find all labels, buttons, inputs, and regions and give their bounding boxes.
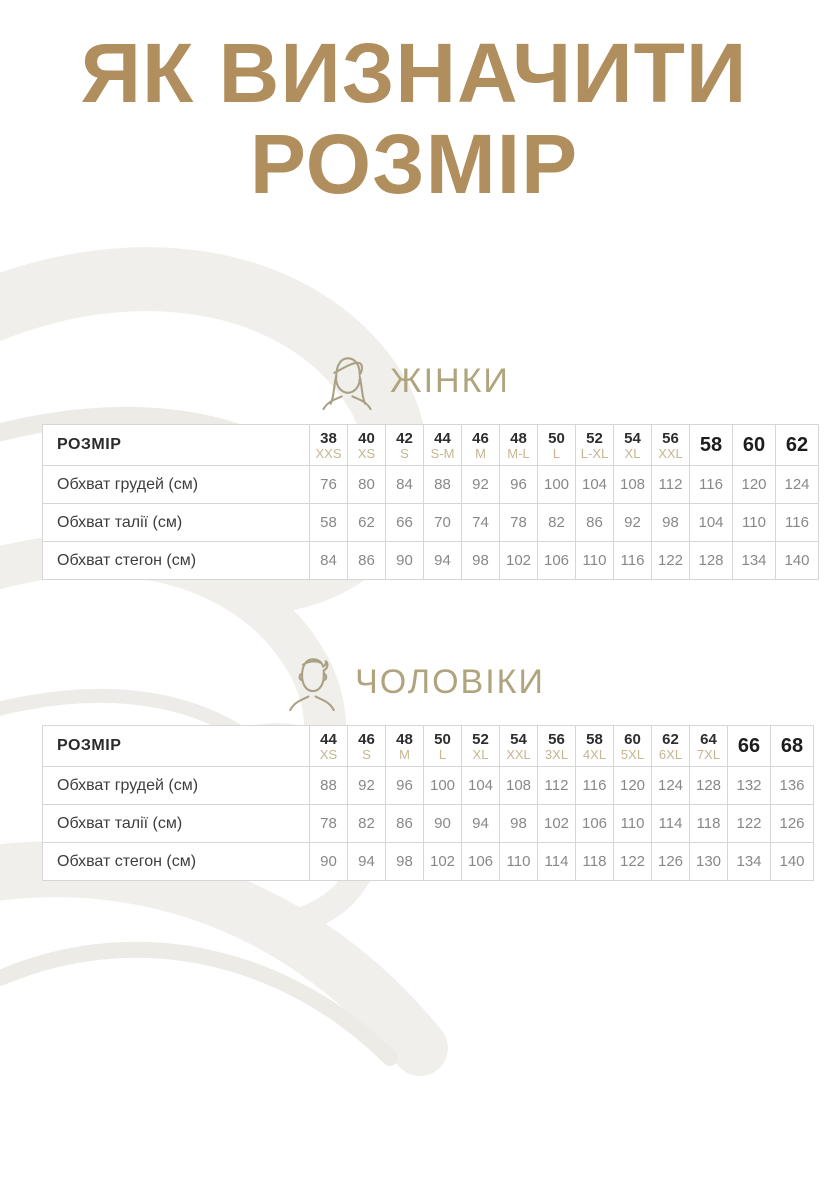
page-title-line2: РОЗМІР bbox=[249, 116, 579, 211]
size-letter: S bbox=[362, 746, 371, 762]
women-size-col-52 bbox=[576, 425, 614, 466]
page-title bbox=[0, 28, 828, 209]
men-measurement-row-0 bbox=[43, 767, 814, 805]
women-measurement-value: 108 bbox=[614, 466, 652, 504]
size-number: 56 bbox=[662, 429, 679, 447]
women-measurement-value: 92 bbox=[462, 466, 500, 504]
men-measurement-value: 102 bbox=[538, 805, 576, 843]
women-size-col-58 bbox=[690, 425, 733, 466]
size-letter: 3XL bbox=[544, 746, 569, 762]
size-number: 58 bbox=[699, 433, 723, 456]
women-measurement-value: 82 bbox=[538, 504, 576, 542]
women-size-col-54 bbox=[614, 425, 652, 466]
men-measurement-value: 96 bbox=[386, 767, 424, 805]
men-measurement-value: 92 bbox=[348, 767, 386, 805]
men-measurement-value: 120 bbox=[614, 767, 652, 805]
size-number: 42 bbox=[396, 429, 413, 447]
women-measurement-value: 88 bbox=[424, 466, 462, 504]
page-title-line1: ЯК ВИЗНАЧИТИ bbox=[80, 26, 748, 120]
women-measurement-value: 124 bbox=[776, 466, 819, 504]
women-measurement-value: 122 bbox=[652, 542, 690, 580]
men-measurement-value: 102 bbox=[424, 843, 462, 881]
women-measurement-value: 58 bbox=[310, 504, 348, 542]
women-measurement-value: 96 bbox=[500, 466, 538, 504]
men-measurement-value: 98 bbox=[386, 843, 424, 881]
men-size-col-48 bbox=[386, 726, 424, 767]
men-measurement-label: Обхват грудей (см) bbox=[43, 767, 310, 805]
size-letter: M-L bbox=[507, 445, 530, 461]
men-measurement-value: 90 bbox=[424, 805, 462, 843]
women-measurement-value: 86 bbox=[348, 542, 386, 580]
size-number: 62 bbox=[662, 730, 679, 748]
size-number: 46 bbox=[358, 730, 375, 748]
men-size-col-50 bbox=[424, 726, 462, 767]
men-measurement-value: 110 bbox=[614, 805, 652, 843]
size-number: 66 bbox=[737, 734, 761, 757]
women-measurement-value: 110 bbox=[733, 504, 776, 542]
women-measurement-value: 116 bbox=[690, 466, 733, 504]
size-letter: XS bbox=[319, 746, 338, 762]
women-measurement-value: 78 bbox=[500, 504, 538, 542]
size-letter: XL bbox=[624, 445, 641, 461]
women-size-col-50 bbox=[538, 425, 576, 466]
women-measurement-value: 110 bbox=[576, 542, 614, 580]
men-measurement-value: 126 bbox=[652, 843, 690, 881]
size-letter: XL bbox=[472, 746, 489, 762]
men-measurement-value: 132 bbox=[728, 767, 771, 805]
size-number: 52 bbox=[472, 730, 489, 748]
women-size-col-42 bbox=[386, 425, 424, 466]
men-measurement-value: 130 bbox=[690, 843, 728, 881]
women-measurement-value: 94 bbox=[424, 542, 462, 580]
women-table-header-row bbox=[43, 425, 819, 466]
men-size-col-62 bbox=[652, 726, 690, 767]
women-measurement-value: 66 bbox=[386, 504, 424, 542]
men-measurement-value: 106 bbox=[462, 843, 500, 881]
women-measurement-value: 116 bbox=[776, 504, 819, 542]
men-measurement-value: 88 bbox=[310, 767, 348, 805]
men-measurement-value: 134 bbox=[728, 843, 771, 881]
men-section-header bbox=[0, 652, 828, 712]
size-number: 50 bbox=[434, 730, 451, 748]
size-letter: 7XL bbox=[696, 746, 721, 762]
size-number: 46 bbox=[472, 429, 489, 447]
size-number: 54 bbox=[510, 730, 527, 748]
size-number: 38 bbox=[320, 429, 337, 447]
women-measurement-row-1 bbox=[43, 504, 819, 542]
men-size-col-54 bbox=[500, 726, 538, 767]
men-size-col-60 bbox=[614, 726, 652, 767]
size-letter: L-XL bbox=[580, 445, 609, 461]
men-measurement-value: 100 bbox=[424, 767, 462, 805]
men-measurement-value: 106 bbox=[576, 805, 614, 843]
men-measurement-value: 98 bbox=[500, 805, 538, 843]
size-letter: 5XL bbox=[620, 746, 645, 762]
women-section-header bbox=[0, 351, 828, 411]
women-measurement-value: 106 bbox=[538, 542, 576, 580]
women-measurement-value: 62 bbox=[348, 504, 386, 542]
men-size-col-44 bbox=[310, 726, 348, 767]
women-measurement-label: Обхват грудей (см) bbox=[43, 466, 310, 504]
men-measurement-value: 86 bbox=[386, 805, 424, 843]
men-measurement-value: 126 bbox=[771, 805, 814, 843]
size-letter: M bbox=[475, 445, 486, 461]
size-number: 60 bbox=[624, 730, 641, 748]
size-number: 52 bbox=[586, 429, 603, 447]
women-measurement-value: 104 bbox=[576, 466, 614, 504]
women-measurement-value: 120 bbox=[733, 466, 776, 504]
men-measurement-value: 78 bbox=[310, 805, 348, 843]
women-measurement-value: 140 bbox=[776, 542, 819, 580]
size-number: 40 bbox=[358, 429, 375, 447]
size-number: 58 bbox=[586, 730, 603, 748]
men-measurement-value: 122 bbox=[614, 843, 652, 881]
size-number: 54 bbox=[624, 429, 641, 447]
men-measurement-value: 140 bbox=[771, 843, 814, 881]
women-size-col-56 bbox=[652, 425, 690, 466]
size-letter: L bbox=[438, 746, 447, 762]
women-measurement-value: 116 bbox=[614, 542, 652, 580]
men-measurement-value: 108 bbox=[500, 767, 538, 805]
men-measurement-row-1 bbox=[43, 805, 814, 843]
men-size-col-66 bbox=[728, 726, 771, 767]
women-measurement-value: 74 bbox=[462, 504, 500, 542]
women-size-col-38 bbox=[310, 425, 348, 466]
size-number: 60 bbox=[742, 433, 766, 456]
women-size-header-label: РОЗМІР bbox=[43, 425, 310, 466]
women-measurement-value: 84 bbox=[386, 466, 424, 504]
size-letter: XXL bbox=[506, 746, 531, 762]
women-measurement-value: 76 bbox=[310, 466, 348, 504]
women-measurement-value: 104 bbox=[690, 504, 733, 542]
men-measurement-value: 116 bbox=[576, 767, 614, 805]
women-size-col-44 bbox=[424, 425, 462, 466]
women-measurement-row-2 bbox=[43, 542, 819, 580]
men-measurement-value: 114 bbox=[652, 805, 690, 843]
size-letter: S bbox=[400, 445, 409, 461]
women-measurement-value: 80 bbox=[348, 466, 386, 504]
men-size-header-label: РОЗМІР bbox=[43, 726, 310, 767]
women-measurement-value: 128 bbox=[690, 542, 733, 580]
size-number: 44 bbox=[320, 730, 337, 748]
men-size-col-68 bbox=[771, 726, 814, 767]
size-number: 56 bbox=[548, 730, 565, 748]
women-size-col-40 bbox=[348, 425, 386, 466]
men-measurement-value: 90 bbox=[310, 843, 348, 881]
men-measurement-value: 122 bbox=[728, 805, 771, 843]
men-size-col-58 bbox=[576, 726, 614, 767]
men-measurement-value: 104 bbox=[462, 767, 500, 805]
size-number: 48 bbox=[510, 429, 527, 447]
women-measurement-value: 134 bbox=[733, 542, 776, 580]
men-measurement-value: 94 bbox=[348, 843, 386, 881]
men-section-label: ЧОЛОВІКИ bbox=[355, 662, 545, 701]
men-measurement-value: 136 bbox=[771, 767, 814, 805]
man-outline-icon bbox=[283, 652, 341, 712]
men-size-table bbox=[42, 725, 814, 881]
women-size-col-46 bbox=[462, 425, 500, 466]
men-measurement-value: 110 bbox=[500, 843, 538, 881]
women-measurement-label: Обхват стегон (см) bbox=[43, 542, 310, 580]
women-size-table bbox=[42, 424, 819, 580]
women-measurement-value: 98 bbox=[462, 542, 500, 580]
size-letter: L bbox=[552, 445, 561, 461]
men-measurement-value: 112 bbox=[538, 767, 576, 805]
men-measurement-value: 128 bbox=[690, 767, 728, 805]
women-measurement-value: 112 bbox=[652, 466, 690, 504]
women-measurement-value: 102 bbox=[500, 542, 538, 580]
size-letter: XXL bbox=[658, 445, 683, 461]
men-table-header-row bbox=[43, 726, 814, 767]
women-measurement-value: 70 bbox=[424, 504, 462, 542]
woman-outline-icon bbox=[318, 351, 376, 411]
size-number: 64 bbox=[700, 730, 717, 748]
women-measurement-value: 86 bbox=[576, 504, 614, 542]
women-measurement-value: 92 bbox=[614, 504, 652, 542]
size-letter: XS bbox=[357, 445, 376, 461]
women-size-col-62 bbox=[776, 425, 819, 466]
women-measurement-value: 90 bbox=[386, 542, 424, 580]
men-measurement-label: Обхват стегон (см) bbox=[43, 843, 310, 881]
size-letter: S-M bbox=[430, 445, 455, 461]
women-measurement-value: 100 bbox=[538, 466, 576, 504]
men-size-col-52 bbox=[462, 726, 500, 767]
size-number: 62 bbox=[785, 433, 809, 456]
size-letter: XXS bbox=[315, 445, 342, 461]
men-measurement-value: 82 bbox=[348, 805, 386, 843]
men-size-col-46 bbox=[348, 726, 386, 767]
women-measurement-value: 84 bbox=[310, 542, 348, 580]
women-size-col-48 bbox=[500, 425, 538, 466]
men-size-col-64 bbox=[690, 726, 728, 767]
size-number: 68 bbox=[780, 734, 804, 757]
women-section-label: ЖІНКИ bbox=[390, 361, 510, 400]
size-letter: 6XL bbox=[658, 746, 683, 762]
women-size-col-60 bbox=[733, 425, 776, 466]
size-letter: 4XL bbox=[582, 746, 607, 762]
men-measurement-value: 118 bbox=[576, 843, 614, 881]
men-measurement-value: 114 bbox=[538, 843, 576, 881]
size-letter: M bbox=[399, 746, 410, 762]
men-measurement-value: 94 bbox=[462, 805, 500, 843]
size-number: 44 bbox=[434, 429, 451, 447]
women-measurement-value: 98 bbox=[652, 504, 690, 542]
men-measurement-label: Обхват талії (см) bbox=[43, 805, 310, 843]
size-number: 48 bbox=[396, 730, 413, 748]
size-number: 50 bbox=[548, 429, 565, 447]
men-measurement-value: 118 bbox=[690, 805, 728, 843]
watermark-ornament bbox=[0, 198, 580, 1078]
men-measurement-row-2 bbox=[43, 843, 814, 881]
women-measurement-label: Обхват талії (см) bbox=[43, 504, 310, 542]
women-measurement-row-0 bbox=[43, 466, 819, 504]
men-measurement-value: 124 bbox=[652, 767, 690, 805]
men-size-col-56 bbox=[538, 726, 576, 767]
